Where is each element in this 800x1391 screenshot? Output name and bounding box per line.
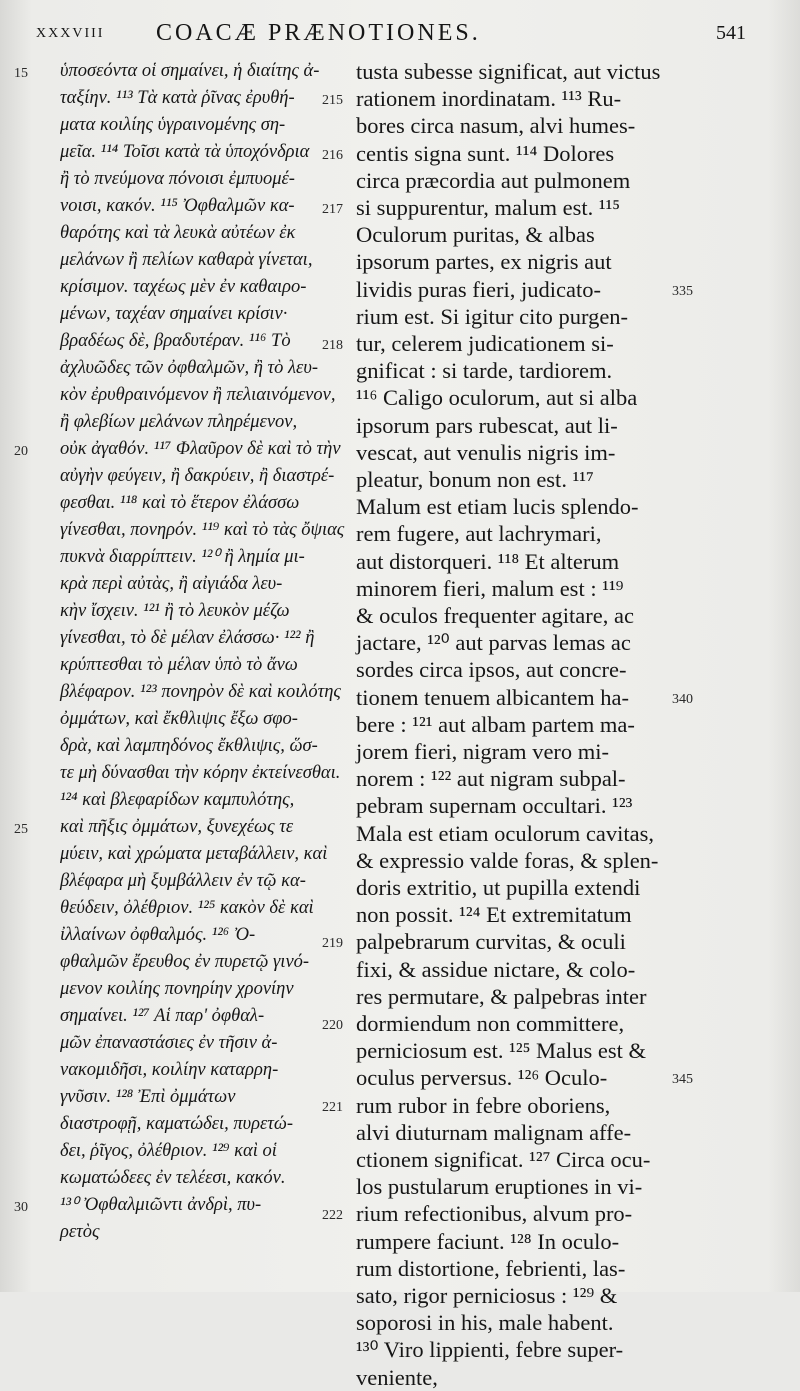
latin-line: oculus perversus. ¹²⁶ Oculo- (356, 1065, 608, 1091)
greek-line: κρίσιμον. ταχέως μὲν ἐν καθαιρο- (60, 277, 307, 297)
greek-line: δει, ῥῖγος, ὀλέθριον. ¹²⁹ καὶ οἱ (60, 1141, 277, 1161)
latin-line: bere : ¹²¹ aut albam partem ma- (356, 711, 635, 737)
greek-line: οὐκ ἀγαθόν. ¹¹⁷ Φλαῦρον δὲ καὶ τὸ τὴν (60, 439, 341, 459)
greek-line: σημαίνει. ¹²⁷ Αἱ παρ' ὀφθαλ- (60, 1006, 265, 1026)
greek-line: νοισι, κακόν. ¹¹⁵ Ὀφθαλμῶν κα- (60, 196, 295, 216)
latin-line: tusta subesse significat, aut victus (356, 59, 661, 84)
greek-line: γίνεσθαι, πονηρόν. ¹¹⁹ καὶ τὸ τὰς ὄψιας (60, 520, 345, 540)
greek-line: γνῦσιν. ¹²⁸ Ἐπὶ ὀμμάτων (60, 1087, 236, 1107)
greek-line: δρὰ, καὶ λαμπηδόνος ἔκθλιψις, ὥσ- (60, 736, 318, 756)
latin-line: gnificat : si tarde, tardiorem. (356, 358, 613, 384)
greek-line: ἢ φλεβίων μελάνων πληρέμενον, (60, 412, 298, 432)
greek-line: καὶ πῆξις ὀμμάτων, ξυνεχέως τε (60, 817, 294, 837)
greek-line: κὴν ἴσχειν. ¹²¹ ἢ τὸ λευκὸν μέζω (60, 601, 290, 621)
latin-line: lividis puras fieri, judicato- (356, 276, 601, 302)
greek-line: ρετὸς (60, 1222, 100, 1242)
greek-line: φθαλμῶν ἔρευθος ἐν πυρετῷ γινό- (60, 952, 310, 972)
page-number: 541 (716, 22, 746, 44)
latin-line: minorem fieri, malum est : ¹¹⁹ (356, 575, 624, 601)
latin-line: jactare, ¹²⁰ aut parvas lemas ac (356, 630, 631, 656)
outer-margin-line-number: 20 (14, 444, 28, 459)
greek-line: κρὰ περὶ αὐτὰς, ἢ αἰγιάδα λευ- (60, 574, 283, 594)
greek-line: μελάνων ἢ πελίων καθαρὰ γίνεται, (60, 250, 313, 270)
right-margin-line-number: 345 (672, 1072, 693, 1088)
latin-line: tur, celerem judicationem si- (356, 331, 614, 356)
latin-line: circa præcordia aut pulmonem (356, 167, 631, 193)
latin-line: tionem tenuem albicantem ha- (356, 684, 630, 710)
latin-line: norem : ¹²² aut nigram subpal- (356, 766, 626, 792)
gutter-line-number: 216 (322, 147, 343, 163)
greek-line: κρύπτεσθαι τὸ μέλαν ὑπὸ τὸ ἄνω (60, 655, 298, 675)
running-title: COACÆ PRÆNOTIONES. (156, 20, 481, 46)
gutter-line-number: 217 (322, 202, 343, 217)
latin-line: ¹³⁰ Viro lippienti, febre super- (356, 1337, 624, 1363)
greek-line: γίνεσθαι, τὸ δὲ μέλαν ἐλάσσω· ¹²² ἢ (60, 628, 315, 648)
latin-line: rium est. Si igitur cito purgen- (356, 303, 629, 329)
latin-line: Malum est etiam lucis splendo- (356, 494, 639, 520)
latin-line: dormiendum non committere, (356, 1011, 625, 1036)
greek-line: θαρότης καὶ τὰ λευκὰ αὐτέων ἐκ (60, 223, 296, 243)
greek-line: ἀχλυῶδες τῶν ὀφθαλμῶν, ἢ τὸ λευ- (60, 358, 318, 378)
greek-line: βλέφαρα μὴ ξυμβάλλειν ἐν τῷ κα- (60, 871, 306, 891)
latin-line: veniente, (356, 1364, 438, 1390)
latin-line: Mala est etiam oculorum cavitas, (356, 820, 655, 846)
latin-line: ¹¹⁶ Caligo oculorum, aut si alba (356, 385, 638, 411)
latin-line: ctionem significat. ¹²⁷ Circa ocu- (356, 1147, 651, 1172)
latin-line: vescat, aut venulis nigris im- (356, 439, 616, 465)
latin-line: pleatur, bonum non est. ¹¹⁷ (356, 467, 594, 492)
latin-line: centis signa sunt. ¹¹⁴ Dolores (356, 140, 615, 166)
latin-line: sato, rigor perniciosus : ¹²⁹ & (356, 1283, 618, 1308)
greek-line: μενον κοιλίης πονηρίην χρονίην (60, 979, 294, 999)
greek-line: βλέφαρον. ¹²³ πονηρὸν δὲ καὶ κοιλότης (60, 682, 341, 702)
latin-line: Oculorum puritas, & albas (356, 222, 595, 248)
running-header (36, 18, 776, 50)
greek-line: μένων, ταχέαν σημαίνει κρίσιν· (60, 304, 288, 324)
greek-line: βραδέως δὲ, βραδυτέραν. ¹¹⁶ Τὸ (60, 331, 291, 351)
latin-line: aut distorqueri. ¹¹⁸ Et alterum (356, 548, 620, 574)
gutter-line-number: 222 (322, 1208, 343, 1224)
latin-line: palpebrarum curvitas, & oculi (356, 929, 626, 955)
signature-mark: XXXVIII (36, 26, 105, 41)
latin-line: pebram supernam occultari. ¹²³ (356, 793, 633, 819)
gutter-line-number: 215 (322, 93, 343, 109)
right-margin-line-number: 340 (672, 691, 693, 707)
greek-line: ὑποσεόντα οἱ σημαίνει, ἡ διαίτης ἀ- (60, 61, 320, 81)
greek-line: μεῖα. ¹¹⁴ Τοῖσι κατὰ τὰ ὑποχόνδρια (60, 142, 310, 162)
greek-line: ¹³⁰ Ὀφθαλμιῶντι ἀνδρὶ, πυ- (60, 1195, 262, 1215)
greek-line: θεύδειν, ὀλέθριον. ¹²⁵ κακὸν δὲ καὶ (60, 898, 314, 918)
greek-line: τε μὴ δύνασθαι τὴν κόρην ἐκτείνεσθαι. (60, 763, 341, 783)
right-margin-line-number: 335 (672, 283, 693, 299)
latin-line: rumpere faciunt. ¹²⁸ In oculo- (356, 1228, 620, 1254)
greek-line: ματα κοιλίης ὑγραινομένης ση- (60, 115, 286, 135)
latin-line: si suppurentur, malum est. ¹¹⁵ (356, 195, 621, 220)
greek-line: ἢ τὸ πνεύμονα πόνοισι ἐμπυομέ- (60, 169, 295, 189)
latin-line: & expressio valde foras, & splen- (356, 847, 659, 873)
latin-line: ipsorum pars rubescat, aut li- (356, 412, 618, 438)
latin-line: rem fugere, aut lachrymari, (356, 521, 602, 547)
latin-line: doris extritio, ut pupilla extendi (356, 875, 641, 900)
latin-line: soporosi in his, male habent. (356, 1310, 614, 1336)
greek-line: ὀμμάτων, καὶ ἔκθλιψις ἔξω σφο- (60, 709, 298, 729)
latin-line: los pustularum eruptiones in vi- (356, 1174, 643, 1200)
latin-line: bores circa nasum, alvi humes- (356, 113, 636, 139)
gutter-line-number: 221 (322, 1099, 343, 1115)
latin-line: sordes circa ipsos, aut concre- (356, 657, 627, 683)
greek-line: μύειν, καὶ χρώματα μεταβάλλειν, καὶ (60, 844, 328, 864)
latin-line: rium refectionibus, alvum pro- (356, 1201, 633, 1227)
latin-line: res permutare, & palpebras inter (356, 983, 647, 1009)
outer-margin-line-number: 25 (14, 822, 28, 837)
greek-line: αὐγὴν φεύγειν, ἢ δακρύειν, ἢ διαστρέ- (60, 466, 335, 486)
latin-line: rationem inordinatam. ¹¹³ Ru- (356, 86, 622, 112)
greek-line: πυκνὰ διαρρίπτειν. ¹²⁰ ἢ λημία μι- (60, 547, 305, 567)
greek-line: ταξίην. ¹¹³ Τὰ κατὰ ῥῖνας ἐρυθή- (60, 88, 295, 108)
gutter-line-number: 220 (322, 1018, 343, 1033)
outer-margin-line-number: 15 (14, 66, 28, 81)
latin-line: rum rubor in febre oboriens, (356, 1092, 611, 1118)
latin-line: alvi diuturnam malignam affe- (356, 1119, 632, 1145)
greek-line: ἰλλαίνων ὀφθαλμός. ¹²⁶ Ὀ- (60, 925, 256, 945)
latin-line: fixi, & assidue nictare, & colo- (356, 956, 636, 982)
latin-line: perniciosum est. ¹²⁵ Malus est & (356, 1038, 647, 1064)
latin-line: jorem fieri, nigram vero mi- (356, 739, 610, 764)
gutter-line-number: 218 (322, 338, 343, 353)
greek-line: ¹²⁴ καὶ βλεφαρίδων καμπυλότης, (60, 790, 295, 810)
greek-line: κωματώδεες ἐν τελέεσι, κακόν. (60, 1168, 286, 1188)
latin-line: rum distortione, febrienti, las- (356, 1255, 626, 1281)
greek-line: κὸν ἐρυθραινόμενον ἢ πελιαινόμενον, (60, 385, 336, 405)
latin-line: ipsorum partes, ex nigris aut (356, 249, 612, 275)
latin-line: non possit. ¹²⁴ Et extremitatum (356, 902, 632, 928)
latin-line: & oculos frequenter agitare, ac (356, 603, 634, 628)
greek-line: διαστροφῇ, καματώδει, πυρετώ- (60, 1114, 294, 1134)
greek-line: μῶν ἐπαναστάσιες ἐν τῆσιν ἀ- (60, 1033, 278, 1053)
greek-line: νακομιδῆσι, κοιλίην καταρρη- (60, 1060, 279, 1080)
greek-line: φεσθαι. ¹¹⁸ καὶ τὸ ἕτερον ἐλάσσω (60, 493, 300, 513)
gutter-line-number: 219 (322, 936, 343, 952)
outer-margin-line-number: 30 (14, 1200, 28, 1215)
